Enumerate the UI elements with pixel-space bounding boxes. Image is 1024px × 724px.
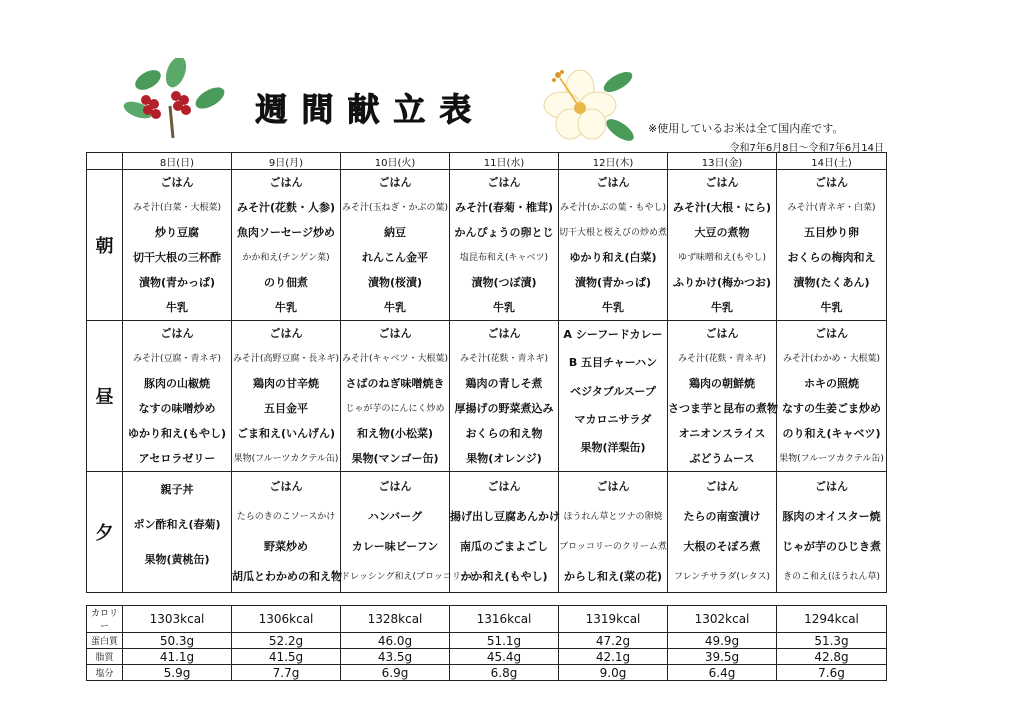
menu-item: きのこ和え(ほうれん草) (782, 572, 881, 582)
corner-cell (87, 153, 123, 170)
menu-item: ごはん (815, 480, 848, 493)
menu-item: みそ汁(花麩・青ネギ) (459, 353, 549, 364)
menu-item: 牛乳 (166, 300, 188, 314)
menu-item: 切干大根の三杯酢 (133, 250, 221, 264)
menu-item: 魚肉ソーセージ炒め (236, 225, 336, 239)
menu-item: オニオンスライス (678, 426, 766, 440)
menu-item: みそ汁(豆腐・青ネギ) (132, 353, 222, 364)
nutrition-value: 7.6g (777, 665, 887, 681)
menu-item: 鶏肉の甘辛焼 (253, 376, 319, 390)
page-title: 週間献立表 (255, 90, 486, 128)
menu-item: B 五目チャーハン (568, 356, 658, 370)
morning-cell-day-1 (123, 170, 232, 321)
menu-item: 切干大根と桜えびの炒め煮 (559, 227, 668, 238)
menu-item: ごはん (815, 175, 848, 189)
menu-item: 牛乳 (602, 300, 624, 314)
menu-item: 鶏肉の朝鮮焼 (689, 376, 755, 390)
menu-item: ぶどうムース (689, 451, 755, 465)
menu-item: みそ汁(花麩・人参) (236, 200, 336, 214)
menu-item: 炒り豆腐 (155, 225, 199, 239)
nutrition-value: 45.4g (450, 649, 559, 665)
nutrition-label: 蛋白質 (87, 633, 123, 649)
menu-item: かか和え(もやし) (460, 570, 548, 583)
menu-item: 漬物(つぼ漬) (471, 275, 537, 289)
menu-item: 南瓜のごまよごし (460, 540, 548, 553)
menu-item: ゆず味噌和え(もやし) (677, 252, 767, 263)
day-header: 9日(月) (232, 153, 341, 170)
day-header: 13日(金) (668, 153, 777, 170)
nutrition-value: 50.3g (123, 633, 232, 649)
nutrition-value: 6.9g (341, 665, 450, 681)
morning-cell-day-4 (450, 170, 559, 321)
nutrition-value: 42.8g (777, 649, 887, 665)
day-header-row (87, 153, 887, 170)
nutrition-value: 43.5g (341, 649, 450, 665)
nutrition-value: 49.9g (668, 633, 777, 649)
nutrition-value: 6.8g (450, 665, 559, 681)
menu-item: 親子丼 (160, 482, 194, 496)
menu-item: ドレッシング和え(ブロッコリー) (341, 572, 474, 582)
menu-item: 五目金平 (264, 401, 308, 415)
menu-item: じゃが芋のにんにく炒め (345, 403, 445, 414)
nutrition-value: 1302kcal (668, 606, 777, 633)
menu-item: カレー味ビーフン (351, 540, 439, 553)
menu-item: かんぴょうの卵とじ (454, 225, 554, 239)
menu-item: ゆかり和え(もやし) (127, 426, 227, 440)
menu-item: みそ汁(青ネギ・白菜) (787, 202, 876, 213)
night-cell-day-1 (123, 472, 232, 593)
menu-item: 果物(フルーツカクテル缶) (233, 453, 339, 464)
day-header: 11日(水) (450, 153, 559, 170)
menu-item: からし和え(菜の花) (563, 570, 663, 583)
menu-item: ブロッコリーのクリーム煮 (559, 542, 667, 552)
day-header: 10日(火) (341, 153, 450, 170)
menu-item: なすの味噌炒め (138, 401, 216, 415)
night-cell-day-4 (450, 472, 559, 593)
menu-item: フレンチサラダ(レタス) (674, 572, 770, 582)
nutrition-label: 塩分 (87, 665, 123, 681)
nutrition-row (87, 665, 887, 681)
night-cell-day-6 (668, 472, 777, 593)
nutrition-label: 脂質 (87, 649, 123, 665)
menu-item: おくらの和え物 (465, 426, 543, 440)
meal-label-morning: 朝 (87, 170, 123, 321)
menu-item: ごはん (160, 326, 194, 340)
menu-item: 胡瓜とわかめの和え物 (232, 570, 342, 583)
menu-item: 漬物(青かっぱ) (574, 275, 652, 289)
night-cell-day-7 (777, 472, 887, 593)
menu-item: 牛乳 (711, 300, 733, 314)
morning-cell-day-5 (559, 170, 668, 321)
day-header: 12日(木) (559, 153, 668, 170)
menu-item: ごはん (596, 480, 630, 493)
nutrition-label: カロリー (87, 606, 123, 633)
nutrition-value: 51.1g (450, 633, 559, 649)
menu-item: なすの生姜ごま炒め (782, 401, 881, 415)
menu-item: ほうれん草とツナの卵焼 (563, 512, 663, 522)
night-cell-day-2 (232, 472, 341, 593)
menu-period: 令和7年6月8日～令和7年6月14日 (729, 143, 884, 154)
menu-item: ごはん (705, 175, 739, 189)
menu-item: ごはん (815, 326, 848, 340)
menu-item: 漬物(たくあん) (793, 275, 870, 289)
menu-item: ごはん (378, 175, 412, 189)
nutrition-value: 41.1g (123, 649, 232, 665)
menu-item: ごはん (487, 326, 521, 340)
menu-item: 漬物(桜漬) (367, 275, 423, 289)
menu-item: みそ汁(かぶの葉・もやし) (559, 202, 667, 213)
menu-item: のり佃煮 (264, 275, 308, 289)
day-header: 14日(土) (777, 153, 887, 170)
coffee-berry-branch-icon (118, 58, 228, 148)
nutrition-value: 46.0g (341, 633, 450, 649)
nutrition-value: 1303kcal (123, 606, 232, 633)
menu-item: 果物(洋梨缶) (580, 441, 646, 455)
weekly-menu-table (86, 152, 887, 593)
menu-item: みそ汁(高野豆腐・長ネギ) (232, 353, 340, 364)
menu-item: ごはん (269, 326, 303, 340)
menu-item: みそ汁(花麩・青ネギ) (677, 353, 767, 364)
menu-item: 牛乳 (493, 300, 515, 314)
menu-item: ホキの照焼 (804, 376, 859, 390)
morning-cell-day-2 (232, 170, 341, 321)
menu-item: 牛乳 (820, 300, 843, 314)
menu-item: 牛乳 (384, 300, 406, 314)
menu-item: 鶏肉の青しそ煮 (465, 376, 543, 390)
menu-item: ごはん (269, 480, 303, 493)
day-header: 8日(日) (123, 153, 232, 170)
menu-item: 大豆の煮物 (694, 225, 750, 239)
menu-item: 豚肉のオイスター焼 (782, 510, 881, 523)
noon-cell-day-5 (559, 321, 668, 472)
menu-item: 厚揚げの野菜煮込み (454, 401, 554, 415)
menu-item: みそ汁(大根・にら) (672, 200, 772, 214)
menu-item: さばのねぎ味噌焼き (345, 376, 445, 390)
nutrition-value: 41.5g (232, 649, 341, 665)
noon-cell-day-7 (777, 321, 887, 472)
menu-item: ごま和え(いんげん) (236, 426, 336, 440)
nutrition-value: 1316kcal (450, 606, 559, 633)
nutrition-row (87, 649, 887, 665)
menu-item: 和え物(小松菜) (356, 426, 434, 440)
night-cell-day-5 (559, 472, 668, 593)
menu-item: 塩昆布和え(キャベツ) (459, 252, 549, 263)
noon-cell-day-6 (668, 321, 777, 472)
menu-item: ごはん (487, 480, 521, 493)
menu-item: ベジタブルスープ (570, 384, 656, 398)
morning-cell-day-6 (668, 170, 777, 321)
nutrition-value: 9.0g (559, 665, 668, 681)
noon-cell-day-2 (232, 321, 341, 472)
night-cell-day-3 (341, 472, 474, 593)
nutrition-value: 6.4g (668, 665, 777, 681)
nutrition-row (87, 633, 887, 649)
noon-cell-day-3 (341, 321, 450, 472)
nutrition-value: 1306kcal (232, 606, 341, 633)
noon-cell-day-4 (450, 321, 559, 472)
nutrition-table (86, 605, 887, 681)
menu-item: おくらの梅肉和え (787, 250, 876, 264)
menu-item: みそ汁(白菜・大根菜) (132, 202, 222, 213)
nutrition-value: 7.7g (232, 665, 341, 681)
menu-item: ごはん (378, 326, 412, 340)
morning-cell-day-7 (777, 170, 887, 321)
menu-item: のり和え(キャベツ) (782, 426, 881, 440)
menu-item: 果物(フルーツカクテル缶) (779, 453, 884, 464)
menu-item: 揚げ出し豆腐あんかけ (450, 510, 560, 523)
menu-item: ふりかけ(梅かつお) (672, 275, 772, 289)
menu-item: アセロラゼリー (138, 451, 216, 465)
noon-row (87, 321, 887, 472)
meal-label-night: 夕 (87, 472, 123, 593)
menu-item: マカロニサラダ (574, 413, 652, 427)
menu-item: ポン酢和え(春菊) (133, 517, 221, 531)
noon-cell-day-1 (123, 321, 232, 472)
night-row (87, 472, 887, 593)
menu-item: ごはん (160, 175, 194, 189)
morning-cell-day-3 (341, 170, 450, 321)
meal-label-noon: 昼 (87, 321, 123, 472)
menu-item: ごはん (596, 175, 630, 189)
menu-item: たらのきのこソースかけ (236, 512, 336, 522)
menu-item: ごはん (378, 480, 412, 493)
menu-item: 野菜炒め (264, 540, 308, 553)
white-hibiscus-flower-icon (530, 60, 640, 150)
menu-item: ごはん (705, 326, 739, 340)
nutrition-value: 1319kcal (559, 606, 668, 633)
nutrition-row (87, 606, 887, 633)
menu-item: みそ汁(わかめ・大根葉) (782, 353, 881, 364)
menu-item: さつま芋と昆布の煮物 (668, 401, 778, 415)
menu-item: 果物(黄桃缶) (144, 552, 210, 566)
menu-item: 納豆 (384, 225, 406, 239)
menu-item: みそ汁(玉ねぎ・かぶの葉) (341, 202, 449, 213)
menu-item: 牛乳 (275, 300, 297, 314)
rice-origin-note: ※使用しているお米は全て国内産です。 (648, 122, 844, 135)
menu-item: かか和え(チンゲン菜) (242, 252, 330, 263)
morning-row (87, 170, 887, 321)
nutrition-value: 42.1g (559, 649, 668, 665)
menu-item: ごはん (487, 175, 521, 189)
nutrition-value: 39.5g (668, 649, 777, 665)
menu-item: 果物(マンゴー缶) (351, 451, 439, 465)
menu-item: みそ汁(春菊・椎茸) (454, 200, 554, 214)
nutrition-value: 5.9g (123, 665, 232, 681)
menu-item: れんこん金平 (362, 250, 428, 264)
menu-item: みそ汁(キャベツ・大根葉) (341, 353, 449, 364)
menu-item: 果物(オレンジ) (466, 451, 542, 465)
nutrition-value: 52.2g (232, 633, 341, 649)
menu-item: じゃが芋のひじき煮 (782, 540, 881, 553)
nutrition-value: 1294kcal (777, 606, 887, 633)
nutrition-value: 1328kcal (341, 606, 450, 633)
menu-item: ごはん (269, 175, 303, 189)
menu-item: ハンバーグ (367, 510, 423, 523)
menu-item: ごはん (705, 480, 739, 493)
menu-item: ゆかり和え(白菜) (569, 250, 657, 264)
menu-item: たらの南蛮漬け (683, 510, 761, 523)
menu-item: 豚肉の山椒焼 (144, 376, 210, 390)
menu-item: 漬物(青かっぱ) (138, 275, 216, 289)
nutrition-value: 47.2g (559, 633, 668, 649)
nutrition-value: 51.3g (777, 633, 887, 649)
menu-item: 五目炒り卵 (804, 225, 859, 239)
menu-item: A シーフードカレー (563, 328, 663, 342)
menu-item: 大根のそぼろ煮 (683, 540, 761, 553)
